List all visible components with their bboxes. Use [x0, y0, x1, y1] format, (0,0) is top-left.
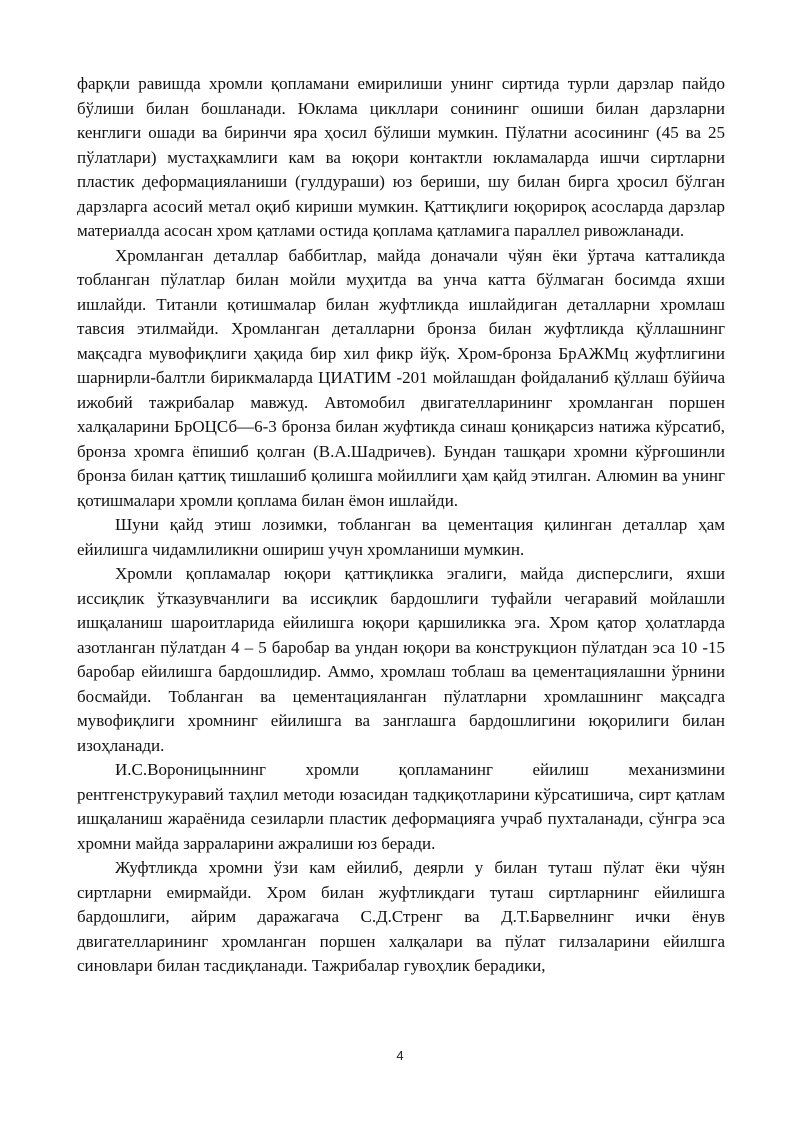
paragraph-1: фарқли равишда хромли қопламани емирилиши унинг сиртида турли дарзлар пайдо бўлиши билан бошланади. Юклама цикллари сонининг ошиши билан дарзларни кенглиги ошади ва биринчи яра ҳосил бўлиши мумкин. Пўлатни асосининг (45 ва 25 пўлатлари) мустаҳкамлиги кам ва юқори контактли юкламаларда ишчи сиртларни пластик деформацияланиши (гулдураши) юз бериши, шу билан бирга ҳросил бўлган дарзларга асосий метал оқиб кириши мумкин. Қаттиқлиги юқорироқ асосларда дарзлар материалда асосан хром қатлами остида қоплама қатламига параллел ривожланади. — [77, 74, 725, 240]
page-number: 4 — [396, 1048, 404, 1063]
paragraph-4: Хромли қопламалар юқори қаттиқликка эгалиги, майда дисперслиги, яхши иссиқлик ўтказувчанлиги ва иссиқлик бардошлиги туфайли чегаравий мойлашли ишқаланиш шароитларида ейилишга юқори қаршиликка эга. Хром қатор ҳолатларда азотланган пўлатдан 4 – 5 баробар ва ундан юқори ва конструкцион пўлатдан эса 10 -15 баробар ейилишга бардошлидир. Аммо, хромлаш тоблаш ва цементациялашни ўрнини босмайди. Тобланган ва цементацияланган пўлатларни хромлашнинг мақсадга мувофиқлиги хромнинг ейилишга ва занглашга бардошлигини юқорилиги билан изоҳланади. — [77, 564, 725, 755]
paragraph-3: Шуни қайд этиш лозимки, тобланган ва цементация қилинган деталлар ҳам ейилишга чидамлиликни ошириш учун хромланиши мумкин. — [77, 515, 725, 559]
paragraph-6: Жуфтликда хромни ўзи кам ейилиб, деярли у билан туташ пўлат ёки чўян сиртларни емирмайди. Хром билан жуфтликдаги туташ сиртларнинг ейилишга бардошлиги, айрим даражагача С.Д.Стренг ва Д.Т.Барвелнинг ички ёнув двигателларининг хромланган поршен халқалари ва пўлат гилзаларини ейилшга синовлари билан тасдиқланади. Тажрибалар гувоҳлик берадики, — [77, 858, 725, 975]
document-page — [77, 72, 725, 979]
paragraph-5: И.С.Вороницыннинг хромли қопламанинг ейилиш механизмини рентгенструкуравий таҳлил методи юзасидан тадқиқотларини кўрсатишича, сирт қатлам ишқаланиш жараёнида сезиларли пластик деформацияга учраб пухталанади, сўнгра эса хромни майда зарраларини ажралиши юз беради. — [77, 760, 725, 853]
paragraph-2: Хромланган деталлар баббитлар, майда доначали чўян ёки ўртача катталикда тобланган пўлатлар билан мойли муҳитда ва унча катта бўлмаган босимда яхши ишлайди. Титанли қотишмалар билан жуфтликда ишлайдиган деталларни хромлаш тавсия этилмайди. Хромланган деталларни бронза билан жуфтликда қўллашнинг мақсадга мувофиқлиги ҳақида бир хил фикр йўқ. Хром-бронза БрАЖМц жуфтлигини шарнирли-балтли бирикмаларда ЦИАТИМ -201 мойлашдан фойдаланиб қўллаш бўйича ижобий тажрибалар мавжуд. Автомобил двигателларининг хромланган поршен халқаларини БрОЦСб—6-3 бронза билан жуфтикда синаш қониқарсиз натижа кўрсатиб, бронза хромга ёпишиб қолган (В.А.Шадричев). Бундан ташқари хромни кўрғошинли бронза билан қаттиқ тишлашиб қолишга мойиллиги ҳам қайд этилган. Алюмин ва унинг қотишмалари хромли қоплама билан ёмон ишлайди. — [77, 245, 725, 510]
